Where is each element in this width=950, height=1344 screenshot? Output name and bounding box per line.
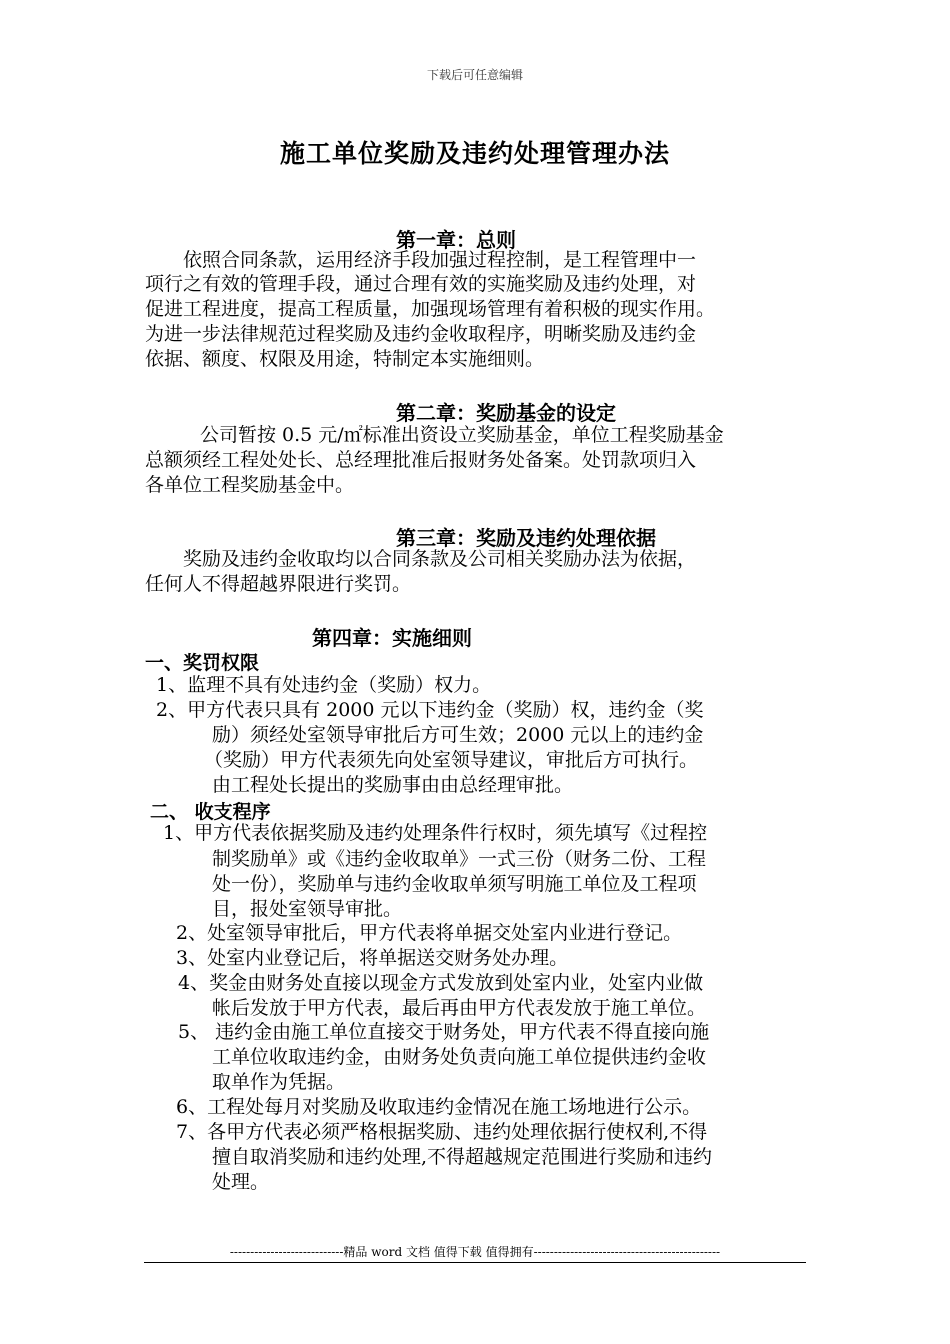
page-footer: ----------------------------精品 word 文档 值得下载 值得拥有---------------------------------------------- — [229, 1245, 721, 1259]
ch2-line-3: 各单位工程奖励基金中。 — [145, 474, 355, 496]
sec1-item-2-cont-2: （奖励）甲方代表须先向处室领导建议，审批后方可执行。 — [204, 749, 699, 771]
chapter-2-heading: 第二章：奖励基金的设定 — [396, 401, 616, 425]
ch2-line-1: 公司暂按 0.5 元/㎡标准出资设立奖励基金，单位工程奖励基金 — [200, 424, 724, 446]
sec2-item-2: 2、处室领导审批后，甲方代表将单据交处室内业进行登记。 — [176, 922, 683, 944]
sec2-item-1-cont-3: 目，报处室领导审批。 — [212, 898, 403, 920]
sec2-item-5-cont-1: 工单位收取违约金，由财务处负责向施工单位提供违约金收 — [212, 1046, 707, 1068]
ch1-line-1: 依照合同条款，运用经济手段加强过程控制，是工程管理中一 — [183, 249, 697, 271]
sec2-item-4-cont: 帐后发放于甲方代表，最后再由甲方代表发放于施工单位。 — [212, 997, 707, 1019]
sec2-item-1-cont-2: 处一份），奖励单与违约金收取单须写明施工单位及工程项 — [212, 873, 697, 895]
ch1-line-4: 为进一步法律规范过程奖励及违约金收取程序，明晰奖励及违约金 — [145, 323, 697, 345]
sec2-item-5: 5、 违约金由施工单位直接交于财务处，甲方代表不得直接向施 — [178, 1021, 710, 1043]
sec2-item-7-cont-2: 处理。 — [212, 1171, 270, 1193]
chapter-4-heading: 第四章：实施细则 — [312, 626, 472, 650]
chapter-1-heading: 第一章：总则 — [396, 228, 516, 252]
ch3-line-2: 任何人不得超越界限进行奖罚。 — [145, 573, 412, 595]
footer-rule — [144, 1262, 806, 1263]
document-title: 施工单位奖励及违约处理管理办法 — [279, 139, 670, 168]
page-header: 下载后可任意编辑 — [426, 68, 523, 82]
sec2-item-5-cont-2: 取单作为凭据。 — [212, 1071, 346, 1093]
sec1-item-1: 1、监理不具有处违约金（奖励）权力。 — [156, 674, 492, 696]
sec1-item-2-cont-3: 由工程处长提出的奖励事由由总经理审批。 — [212, 774, 574, 796]
ch3-line-1: 奖励及违约金收取均以合同条款及公司相关奖励办法为依据， — [183, 548, 697, 570]
sec2-item-4: 4、奖金由财务处直接以现金方式发放到处室内业，处室内业做 — [178, 972, 704, 994]
chapter-3-heading: 第三章：奖励及违约处理依据 — [396, 526, 656, 550]
ch1-line-5: 依据、额度、权限及用途，特制定本实施细则。 — [145, 348, 545, 370]
ch1-line-2: 项行之有效的管理手段，通过合理有效的实施奖励及违约处理，对 — [145, 273, 697, 295]
sec1-item-2: 2、甲方代表只具有 2000 元以下违约金（奖励）权，违约金（奖 — [156, 699, 704, 721]
sec2-item-1: 1、甲方代表依据奖励及违约处理条件行权时，须先填写《过程控 — [163, 822, 708, 844]
section-2-heading: 二、 收支程序 — [150, 801, 271, 823]
sec2-item-7: 7、各甲方代表必须严格根据奖励、违约处理依据行使权利,不得 — [176, 1121, 708, 1143]
sec2-item-6: 6、工程处每月对奖励及收取违约金情况在施工场地进行公示。 — [176, 1096, 702, 1118]
sec2-item-1-cont-1: 制奖励单》或《违约金收取单》一式三份（财务二份、工程 — [212, 848, 707, 870]
sec1-item-2-cont-1: 励）须经处室领导审批后方可生效；2000 元以上的违约金 — [212, 724, 704, 746]
sec2-item-7-cont-1: 擅自取消奖励和违约处理,不得超越规定范围进行奖励和违约 — [212, 1146, 713, 1168]
sec2-item-3: 3、处室内业登记后，将单据送交财务处办理。 — [176, 947, 569, 969]
ch1-line-3: 促进工程进度，提高工程质量，加强现场管理有着积极的现实作用。 — [145, 298, 716, 320]
section-1-heading: 一、奖罚权限 — [145, 652, 260, 674]
ch2-line-2: 总额须经工程处处长、总经理批准后报财务处备案。处罚款项归入 — [145, 449, 697, 471]
